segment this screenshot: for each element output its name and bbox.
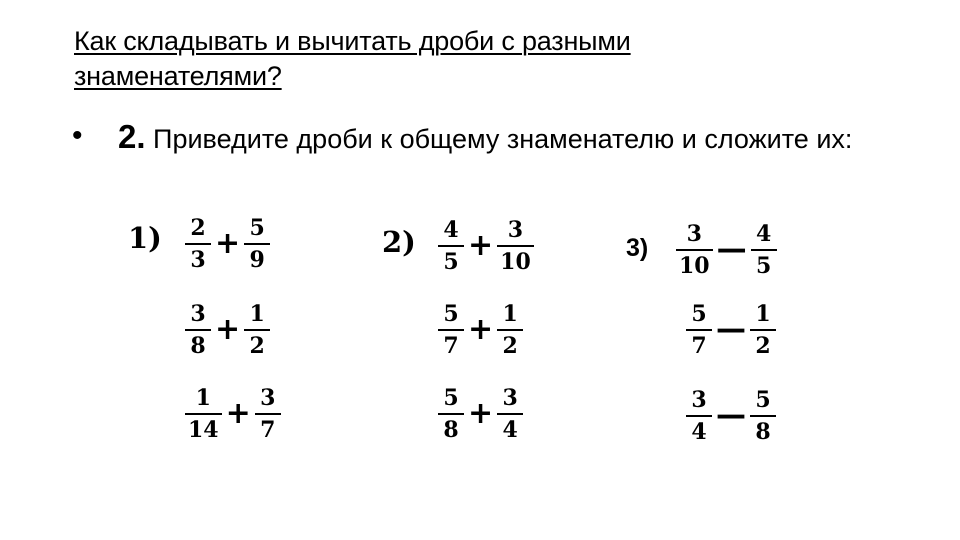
numerator: 5	[443, 385, 459, 411]
plus-sign: +	[215, 226, 241, 261]
expression-1-2	[185, 298, 270, 362]
minus-sign: —	[716, 312, 746, 347]
expression-3-3	[686, 384, 776, 448]
fraction	[676, 221, 713, 279]
numerator: 5	[443, 301, 459, 327]
plus-sign: +	[225, 396, 251, 431]
fraction	[438, 301, 464, 359]
fraction	[750, 301, 776, 359]
bullet-marker: •	[72, 119, 83, 152]
numerator: 4	[443, 217, 459, 243]
expression-2-2	[438, 298, 523, 362]
numerator: 1	[195, 385, 211, 411]
fraction	[751, 221, 777, 279]
numerator: 1	[755, 301, 771, 327]
denominator: 10	[679, 253, 710, 279]
numerator: 3	[507, 217, 524, 243]
numerator: 3	[502, 385, 518, 411]
denominator: 8	[443, 417, 459, 443]
problem-label-3: 3)	[626, 234, 649, 262]
task-number: 2.	[118, 118, 146, 155]
fraction	[497, 301, 523, 359]
numerator: 3	[190, 301, 206, 327]
numerator: 3	[691, 387, 707, 413]
denominator: 7	[443, 333, 459, 359]
fraction	[686, 301, 712, 359]
plus-sign: +	[468, 228, 494, 263]
denominator: 3	[190, 247, 206, 273]
denominator: 8	[190, 333, 206, 359]
denominator: 8	[755, 419, 771, 445]
problem-label-2: 2)	[382, 225, 416, 259]
denominator: 14	[188, 417, 219, 443]
denominator: 2	[755, 333, 771, 359]
expression-2-3	[438, 382, 523, 446]
task-statement	[118, 114, 878, 162]
denominator: 4	[502, 417, 518, 443]
fraction	[438, 217, 464, 275]
fraction	[750, 387, 776, 445]
numerator: 5	[249, 215, 265, 241]
numerator: 5	[755, 387, 771, 413]
denominator: 2	[502, 333, 518, 359]
denominator: 7	[691, 333, 707, 359]
expression-1-3	[185, 382, 281, 446]
numerator: 2	[190, 215, 206, 241]
denominator: 2	[249, 333, 265, 359]
task-text: Приведите дроби к общему знаменателю и сложите их:	[145, 124, 853, 154]
fraction	[185, 215, 211, 273]
fraction	[438, 385, 464, 443]
denominator: 4	[691, 419, 707, 445]
fraction	[686, 387, 712, 445]
denominator: 5	[755, 253, 772, 279]
fraction	[244, 215, 270, 273]
numerator: 3	[260, 385, 276, 411]
expression-3-2	[686, 298, 776, 362]
denominator: 9	[249, 247, 265, 273]
problem-label-1: 1)	[128, 221, 162, 255]
numerator: 5	[691, 301, 707, 327]
plus-sign: +	[468, 396, 494, 431]
minus-sign: —	[716, 398, 746, 433]
expression-1-1	[185, 212, 270, 276]
expression-3-1	[676, 218, 777, 282]
denominator: 5	[443, 249, 459, 275]
denominator: 10	[500, 249, 531, 275]
fraction	[244, 301, 270, 359]
plus-sign: +	[468, 312, 494, 347]
fraction	[255, 385, 281, 443]
expression-2-1	[438, 214, 534, 278]
numerator: 1	[502, 301, 518, 327]
minus-sign: —	[716, 232, 747, 267]
fraction	[497, 217, 534, 275]
fraction	[185, 385, 222, 443]
numerator: 1	[249, 301, 265, 327]
fraction	[185, 301, 211, 359]
fraction	[497, 385, 523, 443]
denominator: 7	[260, 417, 276, 443]
numerator: 4	[755, 221, 772, 247]
slide-title: Как складывать и вычитать дроби с разными знаменателями?	[74, 26, 631, 91]
plus-sign: +	[215, 312, 241, 347]
numerator: 3	[686, 221, 702, 247]
